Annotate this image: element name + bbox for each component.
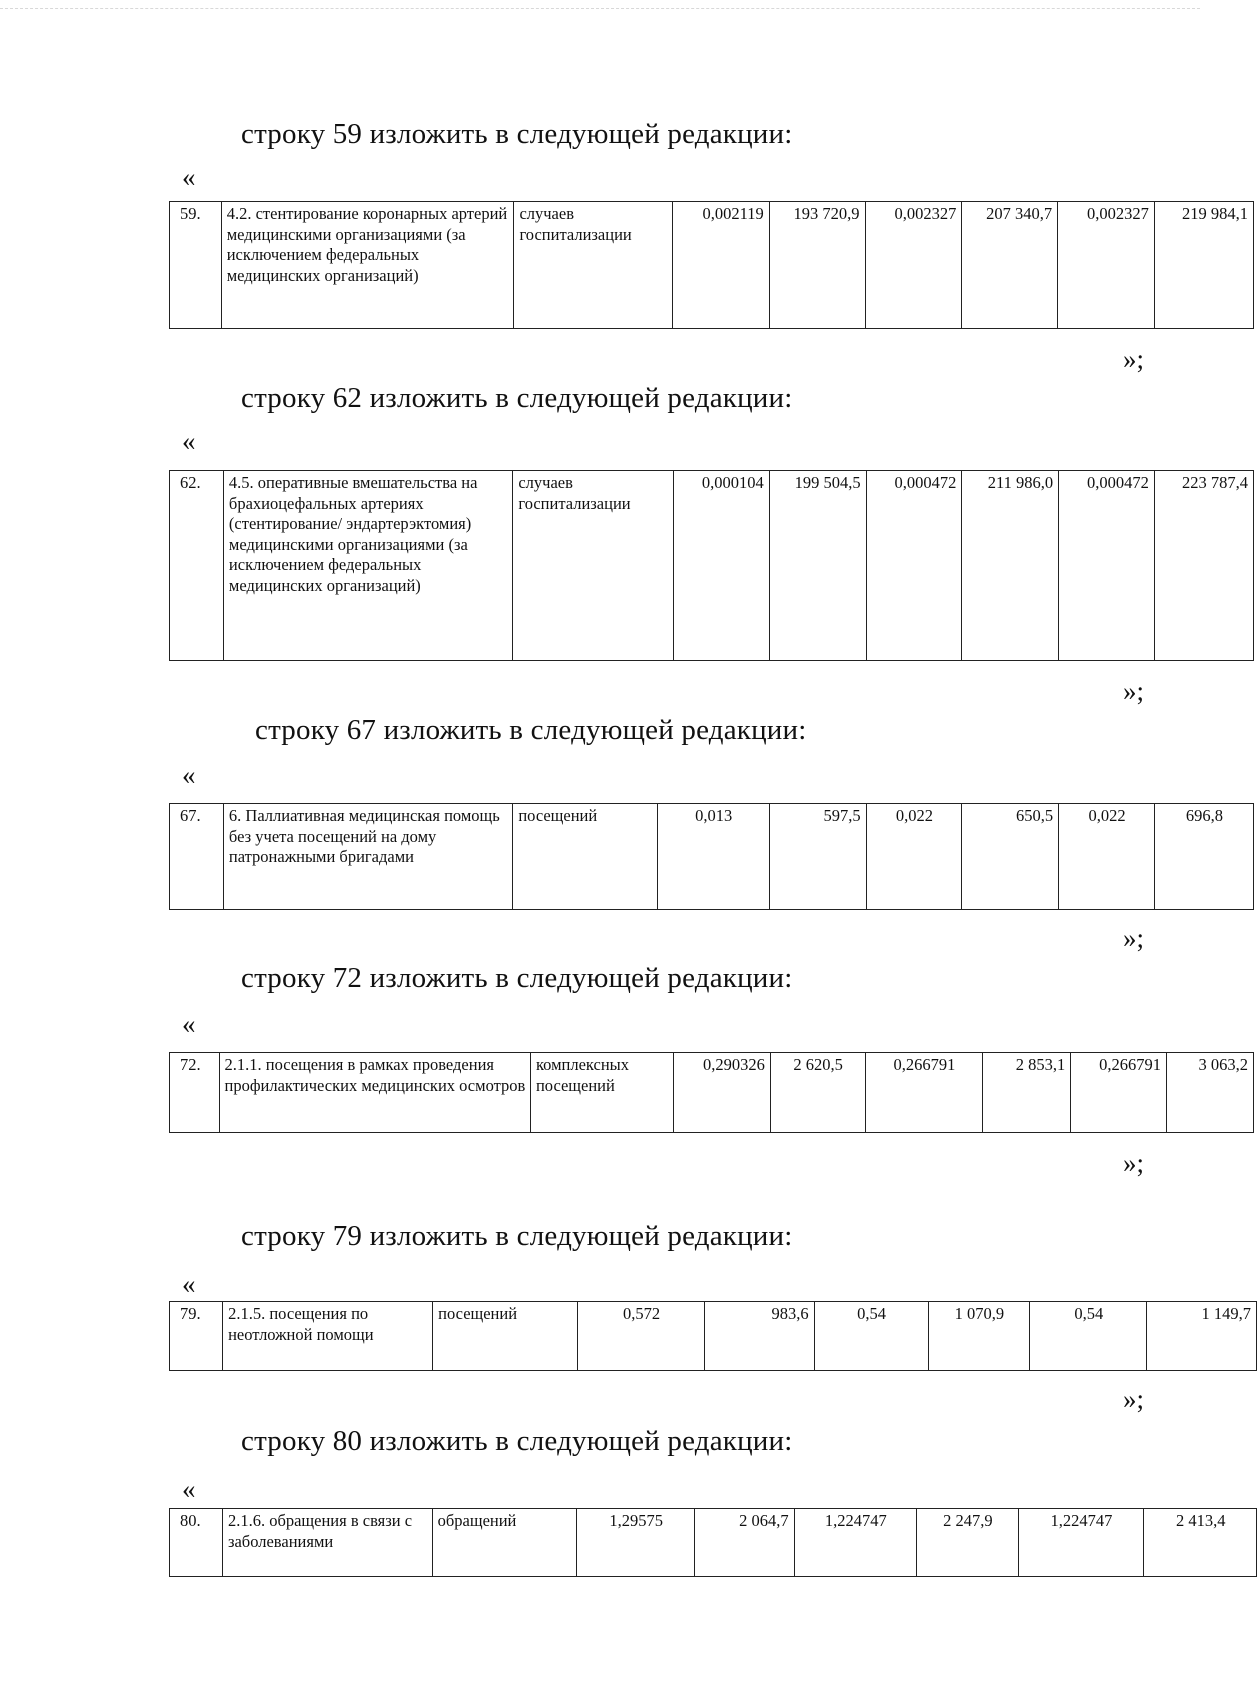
row-value-3: 0,266791 [865, 1053, 983, 1133]
close-quote-62: »; [1123, 676, 1145, 706]
row-value-1: 0,000104 [674, 471, 770, 661]
row-unit: посещений [513, 804, 657, 910]
row-value-3: 0,000472 [866, 471, 962, 661]
table-row-62 [169, 470, 1254, 661]
row-value-4: 207 340,7 [962, 202, 1058, 329]
close-quote-67: »; [1123, 923, 1145, 953]
row-value-1: 0,572 [578, 1302, 705, 1371]
table-row-80 [169, 1508, 1257, 1577]
row-value-4: 1 070,9 [928, 1302, 1030, 1371]
close-quote-72: »; [1123, 1148, 1145, 1178]
row-value-4: 2 853,1 [983, 1053, 1071, 1133]
row-value-4: 650,5 [962, 804, 1059, 910]
section-heading-79: строку 79 изложить в следующей редакции: [241, 1220, 793, 1252]
section-heading-80: строку 80 изложить в следующей редакции: [241, 1425, 793, 1457]
row-unit: комплексных посещений [530, 1053, 673, 1133]
open-quote-79: « [182, 1269, 196, 1299]
row-unit: случаев госпитализации [514, 202, 672, 329]
row-value-2: 983,6 [705, 1302, 814, 1371]
row-value-2: 2 620,5 [770, 1053, 865, 1133]
row-description: 2.1.1. посещения в рамках проведения профилактических медицинских осмотров [219, 1053, 530, 1133]
row-description: 2.1.5. посещения по неотложной помощи [223, 1302, 433, 1371]
section-heading-62: строку 62 изложить в следующей редакции: [241, 382, 793, 414]
row-number: 80. [170, 1509, 223, 1577]
row-value-1: 0,002119 [672, 202, 769, 329]
row-number: 59. [170, 202, 222, 329]
row-value-4: 2 247,9 [917, 1509, 1019, 1577]
page-top-edge [0, 8, 1200, 9]
section-heading-67: строку 67 изложить в следующей редакции: [255, 714, 807, 746]
row-value-3: 0,022 [866, 804, 962, 910]
section-heading-59: строку 59 изложить в следующей редакции: [241, 118, 793, 150]
table-row-67 [169, 803, 1254, 910]
row-value-6: 3 063,2 [1167, 1053, 1254, 1133]
row-value-5: 1,224747 [1018, 1509, 1144, 1577]
row-number: 62. [170, 471, 224, 661]
row-value-3: 0,54 [814, 1302, 928, 1371]
row-value-6: 223 787,4 [1154, 471, 1253, 661]
row-value-5: 0,266791 [1071, 1053, 1167, 1133]
open-quote-67: « [182, 760, 196, 790]
row-value-3: 1,224747 [794, 1509, 916, 1577]
row-value-6: 696,8 [1154, 804, 1253, 910]
row-unit: обращений [432, 1509, 577, 1577]
row-value-4: 211 986,0 [962, 471, 1059, 661]
row-description: 4.2. стентирование коронарных артерий медицинскими организациями (за исключением федеральных медицинских организаций) [221, 202, 514, 329]
close-quote-59: »; [1123, 344, 1145, 374]
row-unit: посещений [433, 1302, 578, 1371]
row-description: 4.5. оперативные вмешательства на брахиоцефальных артериях (стентирование/ эндартерэктомия) медицинскими организациями (за исключением федеральных медицинских организаций) [223, 471, 512, 661]
open-quote-80: « [182, 1474, 196, 1504]
table-row-79 [169, 1301, 1257, 1371]
row-description: 6. Паллиативная медицинская помощь без учета посещений на дому патронажными бригадами [223, 804, 512, 910]
row-value-5: 0,000472 [1059, 471, 1155, 661]
row-number: 67. [170, 804, 224, 910]
open-quote-59: « [182, 162, 196, 192]
open-quote-62: « [182, 426, 196, 456]
row-value-1: 1,29575 [577, 1509, 695, 1577]
table-row-72 [169, 1052, 1254, 1133]
row-value-5: 0,022 [1059, 804, 1155, 910]
section-heading-72: строку 72 изложить в следующей редакции: [241, 962, 793, 994]
row-value-2: 597,5 [769, 804, 866, 910]
close-quote-79: »; [1123, 1384, 1145, 1414]
row-value-5: 0,002327 [1058, 202, 1155, 329]
row-value-6: 219 984,1 [1154, 202, 1253, 329]
row-value-6: 2 413,4 [1144, 1509, 1257, 1577]
row-value-1: 0,290326 [674, 1053, 771, 1133]
open-quote-72: « [182, 1009, 196, 1039]
row-value-2: 199 504,5 [769, 471, 866, 661]
row-value-5: 0,54 [1030, 1302, 1147, 1371]
row-number: 79. [170, 1302, 223, 1371]
table-row-59 [169, 201, 1254, 329]
row-value-6: 1 149,7 [1147, 1302, 1257, 1371]
row-value-1: 0,013 [657, 804, 769, 910]
row-number: 72. [170, 1053, 220, 1133]
row-value-3: 0,002327 [865, 202, 962, 329]
row-value-2: 193 720,9 [769, 202, 865, 329]
row-unit: случаев госпитализации [513, 471, 674, 661]
row-description: 2.1.6. обращения в связи с заболеваниями [222, 1509, 432, 1577]
row-value-2: 2 064,7 [695, 1509, 794, 1577]
